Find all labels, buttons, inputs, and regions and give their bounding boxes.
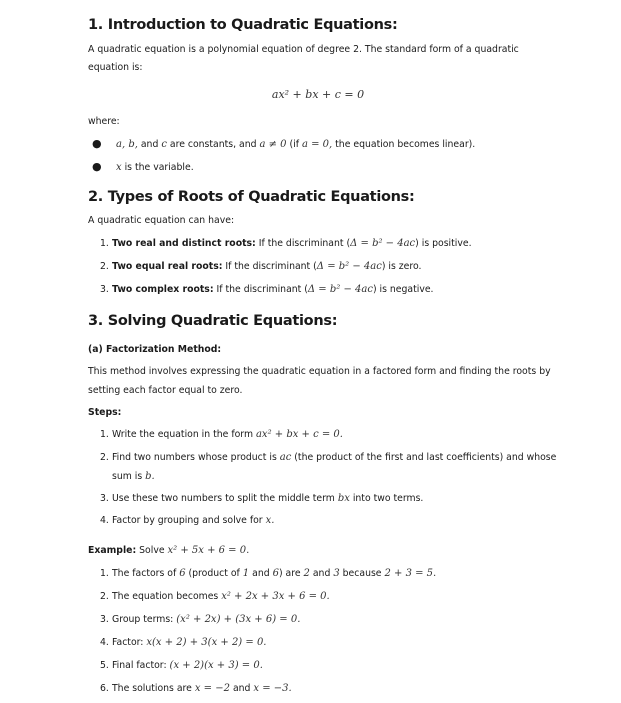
bullet-icon: ●: [92, 160, 102, 173]
math-expression: (x² + 2x) + (3x + 6) = 0.: [176, 614, 301, 625]
bullet-icon: ●: [92, 137, 102, 150]
text-segment: A quadratic equation is a polynomial equation of degree 2. The standard form of a quadratic: [88, 44, 519, 55]
text-segment: Steps:: [88, 407, 122, 418]
step-item-continuation: [100, 471, 155, 482]
math-expression: x: [116, 162, 122, 173]
text-segment: equation is:: [88, 62, 143, 73]
text-segment: Two complex roots:: [112, 284, 214, 295]
step-item: [100, 493, 423, 504]
text-segment: Solve: [136, 545, 168, 556]
subheading-factorization: (a) Factorization Method:: [88, 344, 222, 355]
text-segment: If the discriminant (: [255, 238, 351, 249]
steps-label: [88, 407, 121, 418]
text-segment: (the product of the first and last coefficients) and whose: [291, 452, 557, 463]
text-segment: Factor:: [112, 637, 147, 648]
text-segment: ) is zero.: [381, 261, 422, 272]
example-label: [88, 545, 249, 556]
list-item: [100, 261, 422, 272]
text-segment: Two equal real roots:: [112, 261, 223, 272]
math-expression: 2: [303, 568, 310, 579]
roots-intro: [88, 215, 234, 226]
text-segment: setting each factor equal to zero.: [88, 385, 243, 396]
heading-solving: 3. Solving Quadratic Equations:: [88, 313, 338, 329]
math-expression: b.: [145, 471, 155, 482]
list-number: 1.: [100, 238, 109, 249]
text-segment: Use these two numbers to split the middle term: [112, 493, 338, 504]
list-item: [100, 238, 472, 249]
math-expression: a = 0,: [301, 139, 333, 150]
factorization-paragraph-line: [88, 366, 551, 377]
example-step: [100, 591, 330, 602]
list-number: 3.: [100, 614, 109, 625]
text-segment: and: [229, 683, 254, 694]
math-expression: x² + 2x + 3x + 6 = 0.: [221, 591, 330, 602]
math-expression: ax² + bx + c = 0.: [255, 429, 343, 440]
text-segment: ) is positive.: [415, 238, 472, 249]
math-expression: 6: [272, 568, 279, 579]
text-segment: The factors of: [112, 568, 180, 579]
list-number: 3.: [100, 284, 109, 295]
math-expression: Δ = b² − 4ac: [316, 261, 382, 272]
example-step: [100, 637, 267, 648]
list-number: 4.: [100, 637, 109, 648]
where-label: [88, 116, 120, 127]
text-segment: The solutions are: [112, 683, 195, 694]
list-number: 2.: [100, 591, 109, 602]
step-item: [100, 452, 556, 463]
text-segment: Write the equation in the form: [112, 429, 256, 440]
list-number: 2.: [100, 261, 109, 272]
intro-paragraph-line: [88, 44, 519, 55]
text-segment: ) is negative.: [372, 284, 434, 295]
text-segment: is the variable.: [121, 162, 194, 173]
text-segment: A quadratic equation can have:: [88, 215, 235, 226]
math-expression: bx: [337, 493, 350, 504]
text-segment: If the discriminant (: [213, 284, 308, 295]
math-expression: ac: [279, 452, 292, 463]
example-step: [100, 614, 300, 625]
list-number: 3.: [100, 493, 109, 504]
math-expression: Δ = b² − 4ac: [350, 238, 416, 249]
text-segment: and: [137, 139, 162, 150]
math-expression: 1: [242, 568, 250, 579]
text-segment: (if: [286, 139, 302, 150]
text-segment: Factor by grouping and solve for: [112, 515, 266, 526]
bullet-item: [92, 137, 475, 150]
heading-types-of-roots: 2. Types of Roots of Quadratic Equations:: [88, 189, 415, 205]
math-expression: c: [161, 139, 167, 150]
math-expression: x = −3.: [253, 683, 292, 694]
text-segment: ) are: [278, 568, 304, 579]
factorization-paragraph-line: [88, 385, 243, 396]
text-segment: Two real and distinct roots:: [112, 238, 256, 249]
example-step: [100, 568, 436, 579]
text-segment: This method involves expressing the quadratic equation in a factored form and finding the roots by: [88, 366, 551, 377]
text-segment: The equation becomes: [112, 591, 222, 602]
text-segment: Find two numbers whose product is: [112, 452, 280, 463]
math-expression: x = −2: [194, 683, 230, 694]
list-number: 4.: [100, 515, 109, 526]
list-number: 5.: [100, 660, 109, 671]
text-segment: and: [249, 568, 273, 579]
math-expression: 2 + 3 = 5.: [384, 568, 437, 579]
example-step: [100, 660, 263, 671]
text-segment: and: [309, 568, 334, 579]
math-expression: x² + 5x + 6 = 0.: [167, 545, 250, 556]
list-number: 2.: [100, 452, 109, 463]
math-expression: x.: [265, 515, 275, 526]
step-item: [100, 429, 343, 440]
math-expression: a, b,: [116, 139, 138, 150]
list-number: 1.: [100, 429, 109, 440]
text-segment: Group terms:: [112, 614, 177, 625]
math-expression: a ≠ 0: [259, 139, 287, 150]
math-expression: 3: [333, 568, 340, 579]
text-segment: Final factor:: [112, 660, 170, 671]
math-expression: 6: [179, 568, 186, 579]
example-step: [100, 683, 292, 694]
math-expression: (x + 2)(x + 3) = 0.: [169, 660, 263, 671]
text-segment: sum is: [112, 471, 146, 482]
text-segment: the equation becomes linear).: [332, 139, 476, 150]
intro-paragraph-line: [88, 62, 143, 73]
list-item: [100, 284, 434, 295]
list-number: 1.: [100, 568, 109, 579]
text-segment: (product of: [185, 568, 243, 579]
text-segment: Example:: [88, 545, 137, 556]
step-item: [100, 515, 274, 526]
bullet-item: [92, 160, 194, 173]
text-segment: If the discriminant (: [222, 261, 317, 272]
text-segment: where:: [88, 116, 120, 127]
math-expression: Δ = b² − 4ac: [307, 284, 373, 295]
heading-introduction: 1. Introduction to Quadratic Equations:: [88, 17, 398, 33]
standard-form-equation: ax² + bx + c = 0: [271, 88, 365, 101]
list-number: 6.: [100, 683, 109, 694]
math-expression: x(x + 2) + 3(x + 2) = 0.: [146, 637, 267, 648]
text-segment: are constants, and: [166, 139, 260, 150]
text-segment: because: [339, 568, 385, 579]
text-segment: into two terms.: [349, 493, 424, 504]
